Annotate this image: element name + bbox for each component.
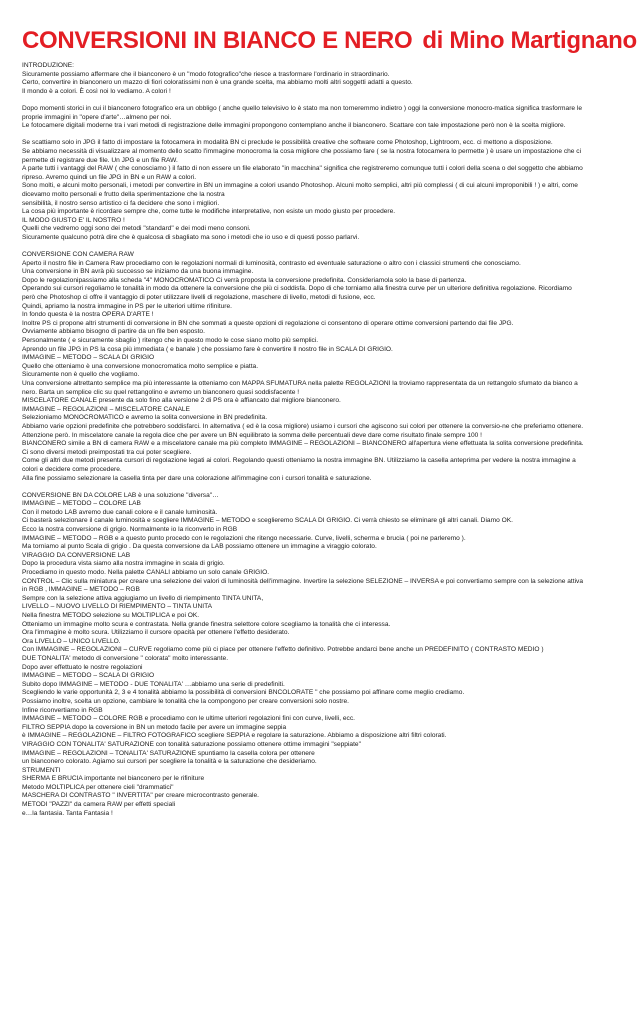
text-line: Sono molti, e alcuni molto personali, i metodi per convertire in BN un immagine a colori usando Photoshop. Alcuni molto semplici, altri più complessi ( di cui alcuni improponibili ! ) e altri, come dicevamo molto personali e frutto della sperimentazione che la nostra: [22, 182, 578, 198]
text-line: IMMAGINE – REGOLAZIONI – TONALITA' SATURAZIONE spuntiamo la casella colora per ottenere: [22, 749, 315, 757]
document-body: [22, 62, 584, 818]
text-line: MASCHERA DI CONTRASTO " INVERTITA" per creare microcontrasto generale.: [22, 792, 259, 800]
text-line: IMMAGINE – METODO – RGB e a questo punto procedo con le regolazioni che ritengo necessarie. Curve, livelli, scherma e brucia ( poi ne parleremo ).: [22, 534, 466, 542]
text-line: CONTROL – Clic sulla miniatura per creare una selezione dei valori di luminosità dell'immagine. Invertire la selezione SELEZIONE – INVERSA e poi convertiamo sempre con la selezione attiva in RGB , IMMAGINE – METODO – RGB: [22, 577, 584, 594]
paragraph: [22, 105, 584, 131]
text-line: Ovviamente abbiamo bisogno di partire da un file ben esposto.: [22, 328, 205, 336]
text-line: IMMAGINE – METODO – SCALA DI GRIGIO: [22, 672, 155, 680]
text-line: Ora l'immagine è molto scura. Utilizziamo il cursore opacità per ottenere l'effetto desiderato.: [22, 629, 290, 637]
text-line: Certo, convertire in bianconero un mazzo di fiori coloratissimi non è una grande scelta, ma abbiamo molti altri soggetti adatti a questo.: [22, 79, 413, 87]
text-line: VIRAGGIO CON TONALITA' SATURAZIONE con tonalità saturazione possiamo ottenere ottime immagini "seppiate": [22, 740, 361, 748]
text-line: Ma torniamo al punto Scala di grigio . Da questa conversione da LAB possiamo ottenere un immagine a viraggio colorato.: [22, 543, 377, 551]
text-line: Le fotocamere digitali moderne tra i vari metodi di registrazione delle immagini propongono contemplano anche il bianconero. Scattare con tale impostazione però non è la scelta migliore.: [22, 122, 566, 130]
title-author: di Mino Martignano: [422, 27, 637, 54]
text-line: sensibilità, il nostro senso artistico ci fa decidere che sono i migliori.: [22, 199, 220, 207]
document-page: [0, 26, 637, 818]
text-line: Dopo momenti storici in cui il bianconero fotografico era un obbligo ( anche quello televisivo lo è stato ma non torneremmo indietro ) oggi la conversione monocro-matica significa trasformare le proprie immagini in "opere d'arte"…almeno per noi.: [22, 104, 583, 121]
text-line: Come gli altri due metodi presenta cursori di regolazione legati ai colori. Regolando questi otteniamo la nostra immagine BN. Utilizziamo la casella anteprima per vedere la nostra immagine a colori e decidere come procedere.: [22, 457, 576, 473]
text-line: INTRODUZIONE:: [22, 62, 75, 69]
text-line: LIVELLO – NUOVO LIVELLO DI RIEMPIMENTO – TINTA UNITA: [22, 603, 213, 611]
text-line: Operando sui cursori regoliamo le tonalità in modo da ottenere la conversione che più ci soddisfa. Dopo di che torniamo alla finestra curve per un ulteriore definitiva regolazione. Ricordiamo però che Photoshop ci offre il vantaggio di poter utilizzare livelli di regolazione, maschere di livello, metodi di fusione, ecc.: [22, 285, 572, 302]
text-line: A parte tutti i vantaggi del RAW ( che conosciamo ) il fatto di non essere un file elaborato "in macchina" significa che registreremo comunque tutti i colori della scena o del soggetto che abbiamo ripreso. Avremo quindi un file JPG in BN e un RAW a colori.: [22, 165, 583, 181]
text-line: Scegliendo le varie opportunità 2, 3 e 4 tonalità abbiamo la possibilità di conversioni BNCOLORATE " che possiamo poi affinare come meglio crediamo.: [22, 689, 465, 697]
paragraph: [22, 492, 584, 819]
text-line: IMMAGINE – METODO – SCALA DI GRIGIO: [22, 354, 155, 362]
text-line: Personalmente ( e sicuramente sbaglio ) ritengo che in questo modo le cose siano molto più semplici.: [22, 337, 319, 344]
text-line: La cosa più importante è ricordare sempre che, come tutte le modifiche interpretative, non esiste un modo giusto per procedere.: [22, 208, 396, 216]
text-line: e…la fantasia. Tanta Fantasia !: [22, 809, 113, 817]
text-line: Ecco la nostra conversione di grigio. Normalmente io la riconverto in RGB: [22, 526, 238, 534]
text-line: Attenzione però. In miscelatore canale la regola dice che per avere un BN equilibrato la somma delle percentuali deve dare come risultato finale sempre 100 !: [22, 431, 482, 439]
text-line: Procediamo in questo modo. Nella palette CANALI abbiamo un solo canale GRIGIO.: [22, 569, 270, 577]
text-line: MISCELATORE CANALE presente da solo fino alla versione 2 di PS ora è affiancato dal migliore bianconero.: [22, 397, 341, 405]
text-line: In fondo questa è la nostra OPERA D'ARTE !: [22, 311, 154, 319]
text-line: Dopo aver effettuato le nostre regolazioni: [22, 663, 143, 671]
text-line: Alla fine possiamo selezionare la casella tinta per dare una colorazione all'immagine con i cursori tonalità e saturazione.: [22, 474, 372, 482]
text-line: Ci basterà selezionare il canale luminosità e scegliere IMMAGINE – METODO e sceglieremo SCALA DI GRIGIO. Ci verrà chiesto se eliminare gli altri canali. Diamo OK.: [22, 517, 513, 525]
text-line: Sicuramente qualcuno potrà dire che è qualcosa di sbagliato ma sono i metodi che io uso e di questi posso parlarvi.: [22, 233, 360, 241]
paragraph: [22, 139, 584, 242]
text-line: Metodo MOLTIPLICA per ottenere cieli "drammatici": [22, 783, 174, 791]
text-line: VIRAGGIO DA CONVERSIONE LAB: [22, 551, 131, 559]
text-line: STRUMENTI: [22, 766, 61, 774]
text-line: CONVERSIONE CON CAMERA RAW: [22, 251, 134, 259]
text-line: METODI "PAZZI" da camera RAW per effetti speciali: [22, 801, 176, 809]
text-line: Quindi, apriamo la nostra immagine in PS per le ulteriori ultime rifiniture.: [22, 302, 232, 310]
text-line: è IMMAGINE – REGOLAZIONE – FILTRO FOTOGRAFICO scegliere SEPPIA e regolare la saturazione. Abbiamo a disposizione altri filtri colorati.: [22, 732, 447, 740]
text-line: SHERMA E BRUCIA importante nel bianconero per le rifiniture: [22, 775, 205, 783]
text-line: Otteniamo un immagine molto scura e contrastata. Nella grande finestra selettore colore scegliamo la tonalità che ci interessa.: [22, 620, 391, 628]
text-line: CONVERSIONE BN DA COLORE LAB è una soluzione "diversa"…: [22, 491, 219, 499]
text-line: Quelli che vedremo oggi sono dei metodi "standard" e dei modi meno consoni.: [22, 225, 251, 233]
text-line: Con il metodo LAB avremo due canali colore e il canale luminosità.: [22, 508, 218, 516]
document-title: [22, 26, 637, 56]
text-line: Dopo le regolazionipassiamo alla scheda "4" MONOCROMATICO Ci verrà proposta la conversione predefinita. Consideriamola solo la base di partenza.: [22, 276, 467, 284]
text-line: Quello che otteniamo è una conversione monocromatica molto semplice e piatta.: [22, 362, 259, 370]
text-line: Una conversione in BN avrà più successo se iniziamo da una buona immagine.: [22, 268, 254, 276]
text-line: DUE TONALITA' metodo di conversione " colorata" molto interessante.: [22, 654, 229, 662]
text-line: Se abbiamo necessità di visualizzare al momento dello scatto l'immagine monocroma la cosa migliore che possiamo fare ( se la nostra fotocamera lo permette ) è usare un impostazione che ci permette di registrare due file. Un JPG e un file RAW.: [22, 147, 582, 164]
paragraph: [22, 251, 584, 483]
text-line: Infine riconvertiamo in RGB: [22, 706, 103, 714]
text-line: un bianconero colorato. Agiamo sui cursori per scegliere la tonalità e la saturazione che desideriamo.: [22, 758, 317, 766]
text-line: Dopo la procedura vista siamo alla nostra immagine in scala di grigio.: [22, 560, 225, 568]
text-line: Inoltre PS ci propone altri strumenti di conversione in BN che sommati a queste opzioni di regolazione ci consentono di operare ottime conversioni partendo dai file JPG.: [22, 319, 514, 327]
text-line: Aperto il nostro file in Camera Raw procediamo con le regolazioni normali di luminosità, contrasto ed eventuale saturazione o altro con i classici strumenti che conosciamo.: [22, 259, 521, 267]
text-line: Una conversione altrettanto semplice ma più interessante la otteniamo con MAPPA SFUMATURA nella palette REGOLAZIONI la troviamo rappresentata da un rettangolo sfumato da bianco a nero. Barta un semplice clic su quel rettangolino e avremo un bianconero quasi soddisfacente !: [22, 379, 578, 396]
text-line: BIANCONERO simile a BN di camera RAW e a miscelatore canale ma più completo IMMAGINE – REGOLAZIONI – BIANCONERO all'apertura viene effettuata la solita conversione predefinita. Ci sono diversi metodi preimpostati tra cui poter scegliere.: [22, 440, 584, 456]
text-line: Con IMMAGINE – REGOLAZIONI – CURVE regoliamo come più ci piace per ottenere l'effetto definitivo. Potrebbe andarci bene anche un PREDEFINITO ( CONTRASTO MEDIO ): [22, 646, 544, 654]
text-line: Nella finestra METODO selezione su MOLTIPLICA e poi OK.: [22, 612, 200, 619]
text-line: FILTRO SEPPIA dopo la coversione in BN un metodo facile per avere un immagine seppia: [22, 723, 287, 731]
text-line: IMMAGINE – REGOLAZIONI – MISCELATORE CANALE: [22, 405, 190, 413]
text-line: Aprendo un file JPG in PS la cosa più immediata ( e banale ) che possiamo fare è convertire Il nostro file in SCALA DI GRIGIO.: [22, 345, 393, 353]
paragraph: [22, 62, 584, 96]
text-line: Subito dopo IMMAGINE – METODO - DUE TONALITA' …abbiamo una serie di predefiniti.: [22, 680, 285, 688]
text-line: Selezioniamo MONOCROMATICO e avremo la solita conversione in BN predefinita.: [22, 414, 268, 422]
text-line: Il mondo è a colori. È così noi lo vediamo. A colori !: [22, 87, 171, 95]
text-line: Ora LIVELLO – UNICO LIVELLO.: [22, 637, 121, 645]
text-line: Sicuramente non è quello che vogliamo.: [22, 371, 140, 379]
text-line: IMMAGINE – METODO – COLORE RGB e procediamo con le ultime ulteriori regolazioni fini con curve, livelli, ecc.: [22, 715, 355, 723]
title-main: CONVERSIONI IN BIANCO E NERO: [22, 27, 413, 54]
text-line: Sempre con la selezione attiva aggiugiamo un livello di riempimento TINTA UNITA,: [22, 594, 264, 602]
text-line: Sicuramente possiamo affermare che il bianconero è un "modo fotografico"che riesce a trasformare l'ordinario in straordinario.: [22, 70, 390, 78]
text-line: Abbiamo varie opzioni predefinite che potrebbero soddisfarci. In alternativa ( ed è la cosa migliore) usiamo i cursori che agiscono sui colori per ottenere la conversio-ne che preferiamo ottenere.: [22, 422, 584, 430]
text-line: IL MODO GIUSTO E' IL NOSTRO !: [22, 216, 125, 224]
text-line: IMMAGINE – METODO – COLORE LAB: [22, 500, 141, 508]
text-line: Possiamo inoltre, scelta un opzione, cambiare le tonalità che la compongono per creare conversioni solo nostre.: [22, 697, 349, 705]
text-line: Se scattiamo solo in JPG il fatto di impostare la fotocamera in modalità BN ci preclude le possibilità creative che software come Photoshop, Lightroom, ecc. ci mettono a disposizione.: [22, 139, 553, 147]
